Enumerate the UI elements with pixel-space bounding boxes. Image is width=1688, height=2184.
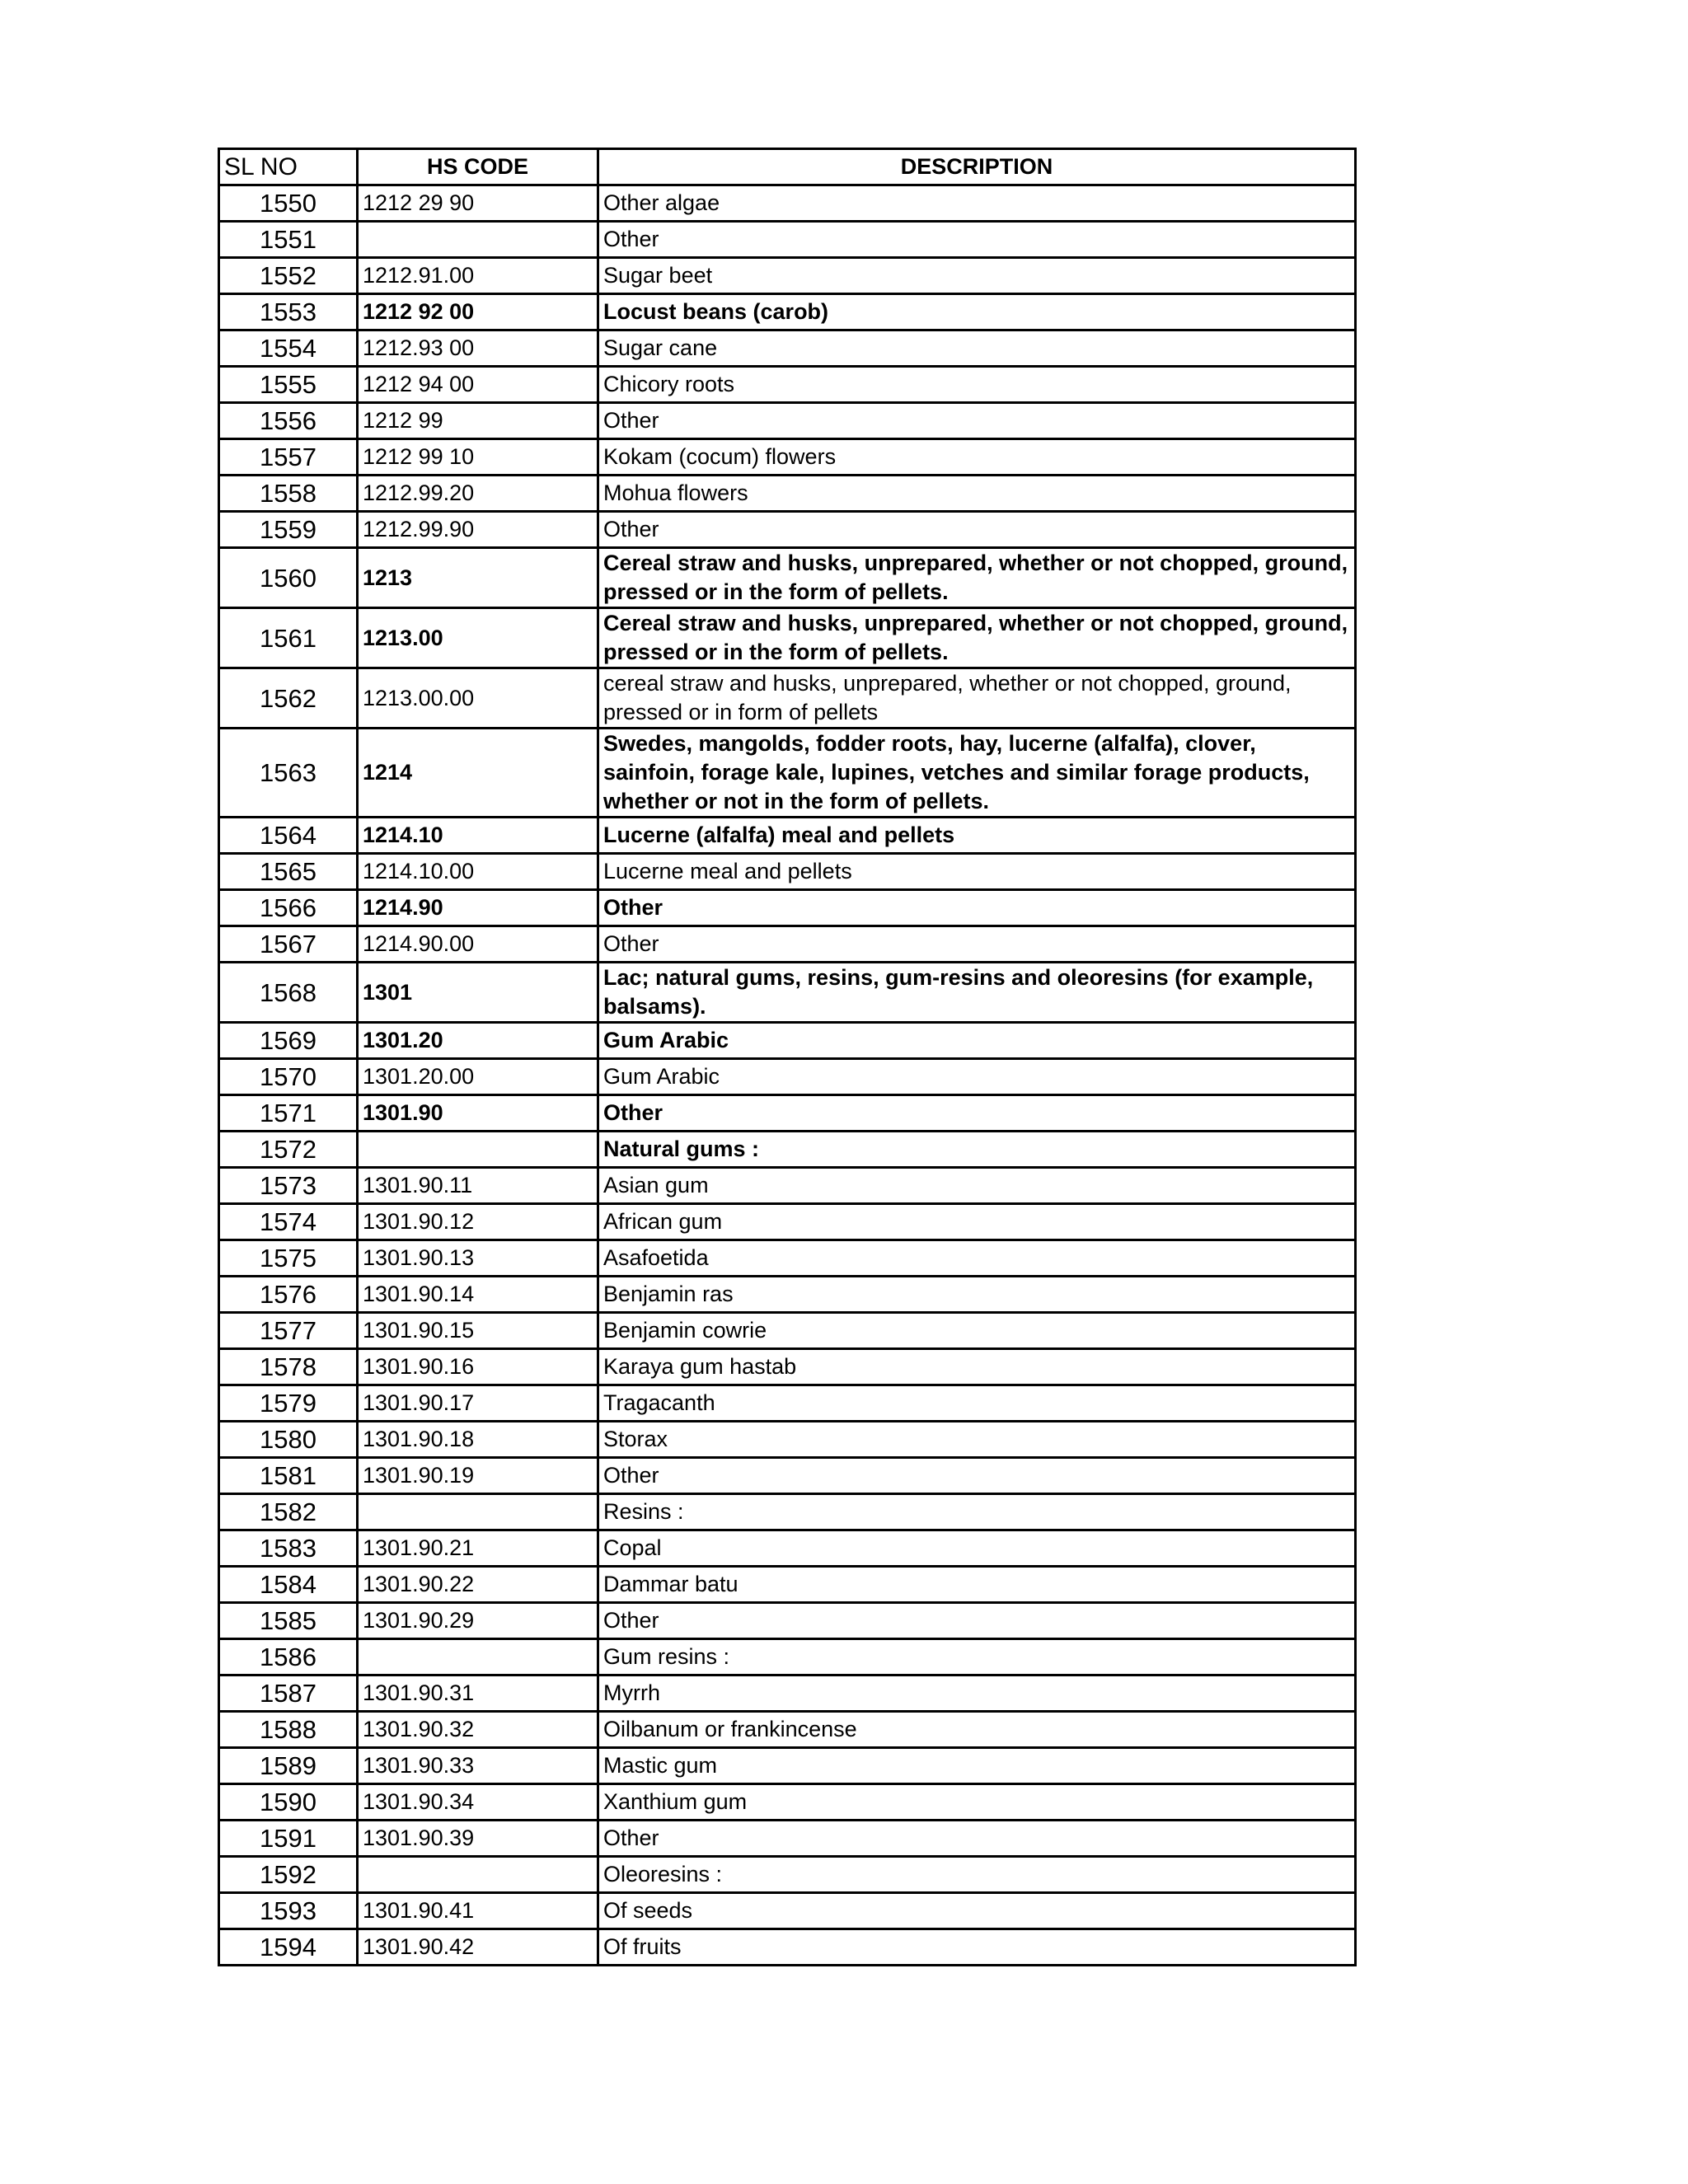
table-row (219, 476, 1356, 512)
sl-no-cell: 1588 (219, 1712, 358, 1748)
description-cell: Kokam (cocum) flowers (598, 439, 1356, 476)
sl-no-cell: 1579 (219, 1385, 358, 1422)
sl-no-cell: 1557 (219, 439, 358, 476)
table-header (219, 149, 1356, 185)
sl-no-cell: 1586 (219, 1639, 358, 1675)
hs-code-cell: 1212.91.00 (358, 258, 598, 294)
hs-code-cell: 1214.10.00 (358, 854, 598, 890)
description-cell: Dammar batu (598, 1567, 1356, 1603)
sl-no-cell: 1553 (219, 294, 358, 330)
table-row (219, 222, 1356, 258)
table-row (219, 1857, 1356, 1893)
table-row (219, 1385, 1356, 1422)
description-cell: Mastic gum (598, 1748, 1356, 1784)
table-row (219, 1784, 1356, 1821)
description-cell: Myrrh (598, 1675, 1356, 1712)
table-row (219, 185, 1356, 222)
table-row (219, 1240, 1356, 1277)
hs-code-cell: 1301.20 (358, 1023, 598, 1059)
sl-no-cell: 1570 (219, 1059, 358, 1095)
sl-no-cell: 1550 (219, 185, 358, 222)
sl-no-cell: 1593 (219, 1893, 358, 1929)
hs-code-cell: 1212 29 90 (358, 185, 598, 222)
table-row (219, 1059, 1356, 1095)
header-row (219, 149, 1356, 185)
table-row (219, 1277, 1356, 1313)
hs-code-cell: 1301.90.17 (358, 1385, 598, 1422)
sl-no-cell: 1551 (219, 222, 358, 258)
description-cell: Other (598, 512, 1356, 548)
hs-code-cell: 1212 99 (358, 403, 598, 439)
description-cell: Tragacanth (598, 1385, 1356, 1422)
sl-no-cell: 1573 (219, 1168, 358, 1204)
table-row (219, 1422, 1356, 1458)
description-cell: Sugar cane (598, 330, 1356, 367)
table-row (219, 258, 1356, 294)
table-row (219, 729, 1356, 818)
sl-no-cell: 1563 (219, 729, 358, 818)
hs-code-cell: 1301.90.18 (358, 1422, 598, 1458)
table-row (219, 1639, 1356, 1675)
sl-no-cell: 1583 (219, 1530, 358, 1567)
sl-no-cell: 1568 (219, 963, 358, 1023)
description-cell: Other (598, 1458, 1356, 1494)
sl-no-cell: 1562 (219, 668, 358, 729)
description-cell: Xanthium gum (598, 1784, 1356, 1821)
hs-code-cell: 1212 94 00 (358, 367, 598, 403)
table-row (219, 1168, 1356, 1204)
sl-no-cell: 1576 (219, 1277, 358, 1313)
description-cell: Mohua flowers (598, 476, 1356, 512)
sl-no-cell: 1575 (219, 1240, 358, 1277)
sl-no-cell: 1582 (219, 1494, 358, 1530)
hs-code-cell: 1301.90.21 (358, 1530, 598, 1567)
description-cell: Of fruits (598, 1929, 1356, 1966)
table-row (219, 330, 1356, 367)
description-cell: Locust beans (carob) (598, 294, 1356, 330)
sl-no-cell: 1561 (219, 608, 358, 668)
table-row (219, 1095, 1356, 1132)
hs-code-cell: 1301.90.12 (358, 1204, 598, 1240)
description-cell: Benjamin cowrie (598, 1313, 1356, 1349)
hs-code-cell: 1301.90.11 (358, 1168, 598, 1204)
hs-code-cell: 1301 (358, 963, 598, 1023)
table-row (219, 1929, 1356, 1966)
table-row (219, 1603, 1356, 1639)
sl-no-cell: 1578 (219, 1349, 358, 1385)
table-row (219, 367, 1356, 403)
table-row (219, 1712, 1356, 1748)
table-body (219, 185, 1356, 1966)
description-cell: Oilbanum or frankincense (598, 1712, 1356, 1748)
table-row (219, 1313, 1356, 1349)
hs-code-cell: 1301.90.16 (358, 1349, 598, 1385)
sl-no-cell: 1552 (219, 258, 358, 294)
table-row (219, 1023, 1356, 1059)
hs-code-cell: 1214.90.00 (358, 926, 598, 963)
description-cell: Other (598, 1095, 1356, 1132)
description-cell: Sugar beet (598, 258, 1356, 294)
sl-no-cell: 1590 (219, 1784, 358, 1821)
hs-code-cell: 1214 (358, 729, 598, 818)
table-row (219, 963, 1356, 1023)
hs-code-cell: 1213 (358, 548, 598, 608)
description-cell: African gum (598, 1204, 1356, 1240)
table-row (219, 1349, 1356, 1385)
sl-no-cell: 1591 (219, 1821, 358, 1857)
hs-code-cell: 1301.90.19 (358, 1458, 598, 1494)
description-cell: Of seeds (598, 1893, 1356, 1929)
sl-no-cell: 1555 (219, 367, 358, 403)
description-cell: Other (598, 926, 1356, 963)
hs-code-cell: 1212 92 00 (358, 294, 598, 330)
description-cell: Storax (598, 1422, 1356, 1458)
table-row (219, 1567, 1356, 1603)
hs-code-cell (358, 1132, 598, 1168)
sl-no-cell: 1567 (219, 926, 358, 963)
hs-code-cell: 1301.90.33 (358, 1748, 598, 1784)
description-cell: Lac; natural gums, resins, gum-resins and oleoresins (for example, balsams). (598, 963, 1356, 1023)
hs-code-cell: 1301.90.42 (358, 1929, 598, 1966)
table-row (219, 854, 1356, 890)
description-cell: Other (598, 890, 1356, 926)
sl-no-cell: 1565 (219, 854, 358, 890)
hs-code-cell: 1212.99.90 (358, 512, 598, 548)
hs-code-cell: 1212.93 00 (358, 330, 598, 367)
hs-code-cell: 1212.99.20 (358, 476, 598, 512)
table-row (219, 439, 1356, 476)
hs-code-cell: 1214.10 (358, 818, 598, 854)
tariff-table-page (218, 148, 1354, 1966)
sl-no-cell: 1566 (219, 890, 358, 926)
hs-code-cell: 1301.90.15 (358, 1313, 598, 1349)
hs-code-cell: 1301.90.29 (358, 1603, 598, 1639)
description-cell: Natural gums : (598, 1132, 1356, 1168)
hs-code-cell: 1301.90.13 (358, 1240, 598, 1277)
hs-code-cell: 1301.90.32 (358, 1712, 598, 1748)
hs-code-cell: 1213.00 (358, 608, 598, 668)
description-cell: Benjamin ras (598, 1277, 1356, 1313)
sl-no-cell: 1560 (219, 548, 358, 608)
hs-code-table (218, 148, 1357, 1966)
hs-code-cell: 1301.90.14 (358, 1277, 598, 1313)
description-cell: Oleoresins : (598, 1857, 1356, 1893)
description-cell: Chicory roots (598, 367, 1356, 403)
description-cell: Asafoetida (598, 1240, 1356, 1277)
table-row (219, 294, 1356, 330)
description-cell: Gum Arabic (598, 1059, 1356, 1095)
sl-no-cell: 1572 (219, 1132, 358, 1168)
hs-code-cell: 1212 99 10 (358, 439, 598, 476)
hs-code-cell (358, 1494, 598, 1530)
table-row (219, 548, 1356, 608)
description-cell: Gum resins : (598, 1639, 1356, 1675)
description-cell: Other (598, 403, 1356, 439)
table-row (219, 1132, 1356, 1168)
description-cell: Resins : (598, 1494, 1356, 1530)
sl-no-cell: 1556 (219, 403, 358, 439)
sl-no-cell: 1559 (219, 512, 358, 548)
description-cell: Copal (598, 1530, 1356, 1567)
hs-code-cell: 1301.20.00 (358, 1059, 598, 1095)
sl-no-cell: 1564 (219, 818, 358, 854)
hs-code-cell: 1301.90.31 (358, 1675, 598, 1712)
table-row (219, 668, 1356, 729)
sl-no-cell: 1589 (219, 1748, 358, 1784)
hs-code-cell (358, 222, 598, 258)
sl-no-cell: 1587 (219, 1675, 358, 1712)
hs-code-cell (358, 1639, 598, 1675)
hs-code-cell: 1214.90 (358, 890, 598, 926)
hs-code-cell (358, 1857, 598, 1893)
table-row (219, 608, 1356, 668)
sl-no-cell: 1581 (219, 1458, 358, 1494)
description-cell: Swedes, mangolds, fodder roots, hay, lucerne (alfalfa), clover, sainfoin, forage kale, lupines, vetches and similar forage products, whether or not in the form of pellets. (598, 729, 1356, 818)
table-row (219, 1204, 1356, 1240)
sl-no-cell: 1554 (219, 330, 358, 367)
hs-code-cell: 1301.90.41 (358, 1893, 598, 1929)
description-cell: Asian gum (598, 1168, 1356, 1204)
header-description: DESCRIPTION (598, 149, 1356, 185)
hs-code-cell: 1301.90 (358, 1095, 598, 1132)
header-hs-code: HS CODE (358, 149, 598, 185)
description-cell: Cereal straw and husks, unprepared, whether or not chopped, ground, pressed or in the form of pellets. (598, 608, 1356, 668)
description-cell: cereal straw and husks, unprepared, whether or not chopped, ground, pressed or in form of pellets (598, 668, 1356, 729)
table-row (219, 890, 1356, 926)
description-cell: Other (598, 1603, 1356, 1639)
table-row (219, 1821, 1356, 1857)
hs-code-cell: 1301.90.22 (358, 1567, 598, 1603)
hs-code-cell: 1301.90.39 (358, 1821, 598, 1857)
sl-no-cell: 1594 (219, 1929, 358, 1966)
sl-no-cell: 1577 (219, 1313, 358, 1349)
table-row (219, 926, 1356, 963)
description-cell: Karaya gum hastab (598, 1349, 1356, 1385)
description-cell: Other algae (598, 185, 1356, 222)
description-cell: Other (598, 1821, 1356, 1857)
description-cell: Lucerne (alfalfa) meal and pellets (598, 818, 1356, 854)
table-row (219, 1675, 1356, 1712)
hs-code-cell: 1213.00.00 (358, 668, 598, 729)
hs-code-cell: 1301.90.34 (358, 1784, 598, 1821)
sl-no-cell: 1569 (219, 1023, 358, 1059)
description-cell: Gum Arabic (598, 1023, 1356, 1059)
table-row (219, 512, 1356, 548)
sl-no-cell: 1571 (219, 1095, 358, 1132)
table-row (219, 1458, 1356, 1494)
description-cell: Lucerne meal and pellets (598, 854, 1356, 890)
table-row (219, 1494, 1356, 1530)
table-row (219, 1748, 1356, 1784)
sl-no-cell: 1558 (219, 476, 358, 512)
description-cell: Cereal straw and husks, unprepared, whether or not chopped, ground, pressed or in the form of pellets. (598, 548, 1356, 608)
sl-no-cell: 1580 (219, 1422, 358, 1458)
header-sl-no: SL NO (219, 149, 358, 185)
sl-no-cell: 1574 (219, 1204, 358, 1240)
sl-no-cell: 1584 (219, 1567, 358, 1603)
table-row (219, 818, 1356, 854)
sl-no-cell: 1592 (219, 1857, 358, 1893)
table-row (219, 1530, 1356, 1567)
description-cell: Other (598, 222, 1356, 258)
table-row (219, 1893, 1356, 1929)
table-row (219, 403, 1356, 439)
sl-no-cell: 1585 (219, 1603, 358, 1639)
